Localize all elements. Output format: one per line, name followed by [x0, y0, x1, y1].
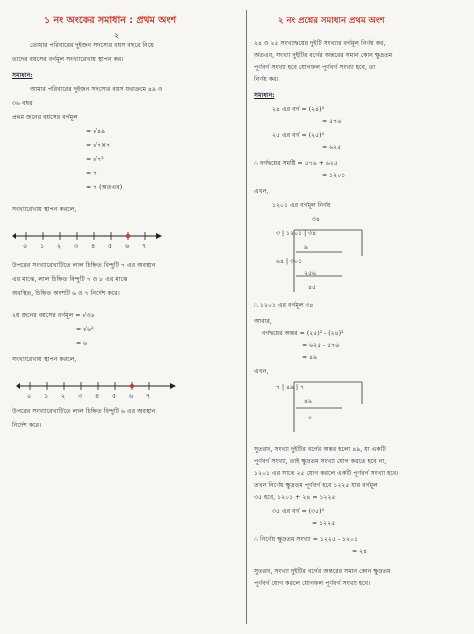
axis-tick-label: ১: [44, 392, 49, 400]
right-line: সুতরাং, সংখ্যা দুইটির বর্গের অন্তর হলো ৪৯, যা একটি: [254, 446, 386, 453]
right-line: ∴ ১২০১ এর বর্গমূল ৩৪: [254, 302, 314, 309]
left-line: প্রথম জনের বয়সের বর্গমূল: [12, 114, 78, 121]
left-line: = √৪৯: [86, 128, 106, 135]
right-line: = ৪৯: [302, 354, 318, 361]
left-title: ১ নং অংকের সমাধান : প্রথম অংশ: [44, 15, 177, 26]
axis-tick-label: ০: [23, 242, 28, 250]
left-line: সংখ্যারেখায় স্থাপন করলে,: [12, 206, 77, 213]
right-line: ২৫ এর বর্গ = (২৫)²: [272, 132, 325, 139]
right-line: = ৬২৫ - ৫৭৬: [302, 342, 340, 349]
left-solution-label: সমাধান:: [12, 72, 33, 79]
right-line: = ১২০১: [322, 172, 346, 179]
right-line: ৯: [304, 244, 309, 251]
right-line: সুতরাং, সংখ্যা দুইটির বর্গের অন্তরের সমান কোন ক্ষুদ্রতম: [254, 568, 391, 575]
right-line: ∴ নির্ণেয় ক্ষুদ্রতম সংখ্যা = ১২২৫ - ১২০১: [254, 536, 359, 543]
right-line: = ৬২৫: [322, 144, 342, 151]
left-line: আমার পরিবারের দুইজন সদস্যের বয়স যথাক্রমে ৪৯ ও: [30, 86, 163, 93]
right-line: তখন নির্ণেয় ক্ষুদ্রতম পূর্ণবর্গ হবে ১২২৫ যার বর্গমূল: [254, 482, 378, 489]
right-line: এখন,: [254, 188, 269, 195]
right-title: ২ নং প্রশ্নের সমাধান প্রথম অংশ: [278, 16, 385, 26]
right-solution-label: সমাধান:: [254, 92, 275, 99]
right-line: ২৪ এর বর্গ = (২৪)²: [272, 106, 325, 113]
right-line: ৪৯: [304, 398, 313, 405]
right-line: ১২০১ এর বর্গমূল নির্ণয়: [272, 202, 331, 209]
right-line: ২৫৬: [304, 270, 317, 277]
left-line: তাদের বয়সের বর্গমূল সংখ্যারেখায় স্থাপন কর।: [12, 56, 124, 63]
marked-point-2: [130, 384, 134, 388]
right-line: ৪৫: [308, 284, 317, 291]
axis-tick-label: ৪: [91, 242, 96, 250]
left-line: অবস্থিত, চিহ্নিত অংশটি ৬ ও ৭ নির্দেশ করে।: [12, 290, 120, 297]
right-line: বর্গদ্বয়ের অন্তর = (২৫)² - (২৪)²: [262, 330, 344, 337]
axis-tick-label: ৬: [125, 242, 130, 250]
right-line: = ২৪: [352, 548, 368, 555]
left-line: এর মাঝে, লাল চিহ্নিত বিন্দুটি ৭ ও ৮ এর মাঝে: [12, 276, 128, 283]
right-line: = ১২২৫: [312, 520, 336, 527]
right-line: ৩৫ এর বর্গ = (৩৫)²: [272, 508, 325, 515]
right-line: ৩ | ১২০১ | ৩৪: [276, 230, 317, 237]
right-line: এখন,: [254, 368, 269, 375]
right-column: [252, 0, 468, 634]
left-line: = √৬²: [76, 326, 94, 333]
left-column: [6, 0, 242, 634]
column-divider: [246, 10, 247, 624]
left-line: = ৭: [86, 170, 98, 177]
right-line: ৩৪: [312, 216, 321, 223]
right-line: পূর্ণবর্গ সংখ্যা, তাই ক্ষুদ্রতম সংখ্যা যোগ করতে হবে না,: [254, 458, 387, 465]
marked-point-1: [126, 234, 130, 238]
axis-tick-label: ৭: [146, 392, 151, 400]
right-line: = ৫৭৬: [322, 118, 342, 125]
right-line: পূর্ণবর্গ যোগ করলে যোগফল পূর্ণবর্গ সংখ্যা হবে।: [254, 580, 371, 587]
right-line: পূর্ণবর্গ সংখ্যা হবে যোগফল পূর্ণবর্গ সংখ্যা হবে, তা: [254, 64, 376, 71]
axis-tick-label: ৫: [112, 392, 117, 400]
right-line: ৬৪ | ৩০১: [276, 258, 303, 265]
right-line: ০: [308, 414, 313, 421]
axis-tick-label: ৫: [108, 242, 113, 250]
right-line: ৭ | ৪৯ | ৭: [276, 384, 305, 391]
left-line: = √৭×৭: [86, 142, 111, 149]
axis-tick-label: ০: [27, 392, 32, 400]
axis-tick-label: ১: [40, 242, 45, 250]
left-line: ২য় জনের বয়সের বর্গমূল = √৩৬: [12, 312, 95, 319]
right-line: ∴ বর্গদ্বয়ের সমষ্টি = ৫৭৬ + ৬২৫: [254, 160, 338, 167]
axis-tick-label: ৭: [142, 242, 147, 250]
axis-tick-label: ৩: [74, 242, 79, 250]
left-line: উপরের সংখ্যারেখাটিতে লাল চিহ্নিত বিন্দুটি ৭ এর অবস্থান: [12, 262, 156, 269]
right-line: ২৪ ও ২৫ সংখ্যাদ্বয়ের দুইটি সংখ্যার বর্গমূল নির্ণয় কর,: [254, 40, 386, 47]
axis-tick-label: ৬: [129, 392, 134, 400]
axis-tick-label: ২: [61, 392, 66, 400]
right-line: ১২০১ এর সাথে ২৫ যোগ করলে একটি পূর্ণবর্গ সংখ্যা হবে।: [254, 470, 399, 477]
axis-tick-label: ২: [57, 242, 62, 250]
axis-tick-label: ৩: [78, 392, 83, 400]
left-line: তোমার পরিবারের দুইজন সদস্যের বয়স বছরে নিয়ে: [30, 42, 154, 49]
right-line: আবার,: [254, 318, 272, 325]
left-line: = √৭²: [86, 156, 104, 163]
right-line: অতএব, সংখ্যা দুইটির বর্গের অন্তরের সমান কোন ক্ষুদ্রতম: [254, 52, 393, 59]
right-line: ৩৫ হবে, ১২০১ + ২৪ = ১২২৫: [254, 494, 336, 501]
left-line: ৩৬ বছর: [12, 100, 33, 107]
axis-tick-label: ৪: [95, 392, 100, 400]
right-line: নির্ণয় কর।: [254, 76, 279, 83]
left-line: সংখ্যারেখায় স্থাপন করলে,: [12, 356, 77, 363]
left-line: নির্দেশ করে।: [12, 422, 42, 429]
left-line: = ৬: [76, 340, 88, 347]
left-line: উপরের সংখ্যারেখাটিতে লাল চিহ্নিত বিন্দুটি ৬ এর অবস্থান: [12, 408, 156, 415]
number-line-1: [12, 226, 162, 252]
left-line: = ৭ (অতএব): [86, 184, 123, 191]
question-number: ২: [114, 31, 120, 40]
